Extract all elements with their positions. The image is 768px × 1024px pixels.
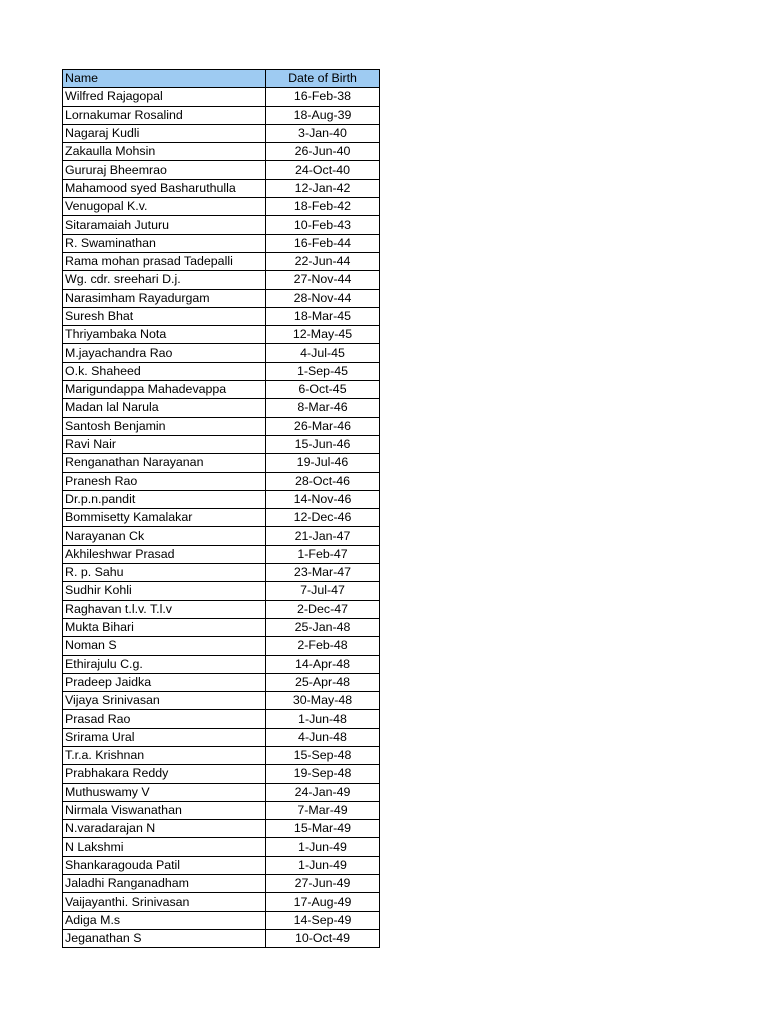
name-cell: Jaladhi Ranganadham bbox=[63, 875, 266, 893]
name-cell: Wilfred Rajagopal bbox=[63, 88, 266, 106]
table-row bbox=[63, 381, 380, 399]
table-row bbox=[63, 527, 380, 545]
name-cell: R. p. Sahu bbox=[63, 564, 266, 582]
date-of-birth-cell: 1-Jun-49 bbox=[266, 838, 380, 856]
table-row bbox=[63, 783, 380, 801]
table-row bbox=[63, 692, 380, 710]
name-cell: Jeganathan S bbox=[63, 929, 266, 947]
date-of-birth-cell: 1-Feb-47 bbox=[266, 545, 380, 563]
name-cell: Shankaragouda Patil bbox=[63, 856, 266, 874]
table-row bbox=[63, 600, 380, 618]
date-of-birth-cell: 23-Mar-47 bbox=[266, 564, 380, 582]
table-row bbox=[63, 143, 380, 161]
date-of-birth-cell: 25-Apr-48 bbox=[266, 673, 380, 691]
table-row bbox=[63, 271, 380, 289]
name-cell: Adiga M.s bbox=[63, 911, 266, 929]
name-cell: Mahamood syed Basharuthulla bbox=[63, 179, 266, 197]
name-cell: Madan lal Narula bbox=[63, 399, 266, 417]
table-row bbox=[63, 326, 380, 344]
date-of-birth-cell: 24-Oct-40 bbox=[266, 161, 380, 179]
name-cell: N Lakshmi bbox=[63, 838, 266, 856]
table-row bbox=[63, 637, 380, 655]
date-of-birth-cell: 27-Jun-49 bbox=[266, 875, 380, 893]
date-of-birth-cell: 25-Jan-48 bbox=[266, 618, 380, 636]
table-row bbox=[63, 838, 380, 856]
name-cell: Vaijayanthi. Srinivasan bbox=[63, 893, 266, 911]
name-cell: Renganathan Narayanan bbox=[63, 454, 266, 472]
table-row bbox=[63, 179, 380, 197]
name-cell: Prabhakara Reddy bbox=[63, 765, 266, 783]
date-of-birth-cell: 1-Jun-49 bbox=[266, 856, 380, 874]
name-cell: Muthuswamy V bbox=[63, 783, 266, 801]
table-row bbox=[63, 344, 380, 362]
table-row bbox=[63, 106, 380, 124]
table-row bbox=[63, 746, 380, 764]
table-row bbox=[63, 454, 380, 472]
name-cell: Vijaya Srinivasan bbox=[63, 692, 266, 710]
date-of-birth-cell: 12-May-45 bbox=[266, 326, 380, 344]
date-of-birth-cell: 8-Mar-46 bbox=[266, 399, 380, 417]
table-row bbox=[63, 820, 380, 838]
table-row bbox=[63, 252, 380, 270]
table-body bbox=[63, 88, 380, 948]
date-of-birth-cell: 16-Feb-44 bbox=[266, 234, 380, 252]
name-cell: Pranesh Rao bbox=[63, 472, 266, 490]
date-of-birth-cell: 24-Jan-49 bbox=[266, 783, 380, 801]
table-row bbox=[63, 728, 380, 746]
table-row bbox=[63, 655, 380, 673]
name-cell: Mukta Bihari bbox=[63, 618, 266, 636]
date-of-birth-cell: 1-Sep-45 bbox=[266, 362, 380, 380]
date-of-birth-cell: 10-Oct-49 bbox=[266, 929, 380, 947]
name-cell: T.r.a. Krishnan bbox=[63, 746, 266, 764]
table-row bbox=[63, 509, 380, 527]
name-cell: Thriyambaka Nota bbox=[63, 326, 266, 344]
name-cell: Raghavan t.l.v. T.l.v bbox=[63, 600, 266, 618]
date-of-birth-cell: 19-Jul-46 bbox=[266, 454, 380, 472]
name-cell: N.varadarajan N bbox=[63, 820, 266, 838]
date-of-birth-cell: 2-Dec-47 bbox=[266, 600, 380, 618]
name-column-header: Name bbox=[63, 70, 266, 88]
date-of-birth-cell: 1-Jun-48 bbox=[266, 710, 380, 728]
name-cell: Nirmala Viswanathan bbox=[63, 801, 266, 819]
table-row bbox=[63, 198, 380, 216]
table-row bbox=[63, 289, 380, 307]
date-of-birth-cell: 7-Jul-47 bbox=[266, 582, 380, 600]
table-row bbox=[63, 564, 380, 582]
name-cell: Bommisetty Kamalakar bbox=[63, 509, 266, 527]
table-row bbox=[63, 856, 380, 874]
date-of-birth-table bbox=[62, 69, 380, 948]
table-row bbox=[63, 673, 380, 691]
name-cell: Suresh Bhat bbox=[63, 307, 266, 325]
name-cell: Zakaulla Mohsin bbox=[63, 143, 266, 161]
date-of-birth-cell: 3-Jan-40 bbox=[266, 124, 380, 142]
table-row bbox=[63, 490, 380, 508]
table-row bbox=[63, 765, 380, 783]
date-of-birth-cell: 18-Feb-42 bbox=[266, 198, 380, 216]
table-row bbox=[63, 893, 380, 911]
date-of-birth-cell: 26-Mar-46 bbox=[266, 417, 380, 435]
name-cell: Narasimham Rayadurgam bbox=[63, 289, 266, 307]
date-of-birth-cell: 27-Nov-44 bbox=[266, 271, 380, 289]
name-cell: Ethirajulu C.g. bbox=[63, 655, 266, 673]
table-row bbox=[63, 216, 380, 234]
date-of-birth-column-header: Date of Birth bbox=[266, 70, 380, 88]
date-of-birth-cell: 12-Jan-42 bbox=[266, 179, 380, 197]
name-cell: Akhileshwar Prasad bbox=[63, 545, 266, 563]
date-of-birth-cell: 14-Apr-48 bbox=[266, 655, 380, 673]
table-row bbox=[63, 88, 380, 106]
date-of-birth-cell: 18-Aug-39 bbox=[266, 106, 380, 124]
table-row bbox=[63, 911, 380, 929]
date-of-birth-cell: 6-Oct-45 bbox=[266, 381, 380, 399]
table-row bbox=[63, 161, 380, 179]
table-row bbox=[63, 618, 380, 636]
table-row bbox=[63, 710, 380, 728]
table-row bbox=[63, 929, 380, 947]
name-cell: Prasad Rao bbox=[63, 710, 266, 728]
date-of-birth-cell: 28-Oct-46 bbox=[266, 472, 380, 490]
date-of-birth-cell: 15-Mar-49 bbox=[266, 820, 380, 838]
date-of-birth-cell: 10-Feb-43 bbox=[266, 216, 380, 234]
table-row bbox=[63, 234, 380, 252]
table-row bbox=[63, 545, 380, 563]
table-row bbox=[63, 417, 380, 435]
date-of-birth-cell: 4-Jun-48 bbox=[266, 728, 380, 746]
name-cell: Sudhir Kohli bbox=[63, 582, 266, 600]
name-cell: M.jayachandra Rao bbox=[63, 344, 266, 362]
table-row bbox=[63, 472, 380, 490]
date-of-birth-cell: 21-Jan-47 bbox=[266, 527, 380, 545]
date-of-birth-cell: 28-Nov-44 bbox=[266, 289, 380, 307]
name-cell: Sitaramaiah Juturu bbox=[63, 216, 266, 234]
name-cell: Santosh Benjamin bbox=[63, 417, 266, 435]
name-cell: Lornakumar Rosalind bbox=[63, 106, 266, 124]
table-row bbox=[63, 582, 380, 600]
date-of-birth-cell: 14-Nov-46 bbox=[266, 490, 380, 508]
table-row bbox=[63, 362, 380, 380]
date-of-birth-cell: 15-Jun-46 bbox=[266, 435, 380, 453]
date-of-birth-cell: 4-Jul-45 bbox=[266, 344, 380, 362]
table-row bbox=[63, 399, 380, 417]
date-of-birth-cell: 22-Jun-44 bbox=[266, 252, 380, 270]
table-row bbox=[63, 124, 380, 142]
date-of-birth-cell: 26-Jun-40 bbox=[266, 143, 380, 161]
date-of-birth-cell: 7-Mar-49 bbox=[266, 801, 380, 819]
date-of-birth-cell: 18-Mar-45 bbox=[266, 307, 380, 325]
table-row bbox=[63, 307, 380, 325]
name-cell: Noman S bbox=[63, 637, 266, 655]
name-cell: Pradeep Jaidka bbox=[63, 673, 266, 691]
name-cell: Dr.p.n.pandit bbox=[63, 490, 266, 508]
header-row bbox=[63, 70, 380, 88]
date-of-birth-cell: 30-May-48 bbox=[266, 692, 380, 710]
name-cell: Rama mohan prasad Tadepalli bbox=[63, 252, 266, 270]
name-cell: Gururaj Bheemrao bbox=[63, 161, 266, 179]
date-of-birth-cell: 2-Feb-48 bbox=[266, 637, 380, 655]
date-of-birth-cell: 12-Dec-46 bbox=[266, 509, 380, 527]
spreadsheet-page bbox=[62, 69, 380, 948]
name-cell: Marigundappa Mahadevappa bbox=[63, 381, 266, 399]
date-of-birth-cell: 16-Feb-38 bbox=[266, 88, 380, 106]
name-cell: Ravi Nair bbox=[63, 435, 266, 453]
name-cell: Venugopal K.v. bbox=[63, 198, 266, 216]
table-row bbox=[63, 435, 380, 453]
table-row bbox=[63, 875, 380, 893]
table-row bbox=[63, 801, 380, 819]
name-cell: R. Swaminathan bbox=[63, 234, 266, 252]
date-of-birth-cell: 14-Sep-49 bbox=[266, 911, 380, 929]
name-cell: Wg. cdr. sreehari D.j. bbox=[63, 271, 266, 289]
name-cell: Srirama Ural bbox=[63, 728, 266, 746]
date-of-birth-cell: 17-Aug-49 bbox=[266, 893, 380, 911]
date-of-birth-cell: 19-Sep-48 bbox=[266, 765, 380, 783]
name-cell: Narayanan Ck bbox=[63, 527, 266, 545]
name-cell: Nagaraj Kudli bbox=[63, 124, 266, 142]
date-of-birth-cell: 15-Sep-48 bbox=[266, 746, 380, 764]
name-cell: O.k. Shaheed bbox=[63, 362, 266, 380]
